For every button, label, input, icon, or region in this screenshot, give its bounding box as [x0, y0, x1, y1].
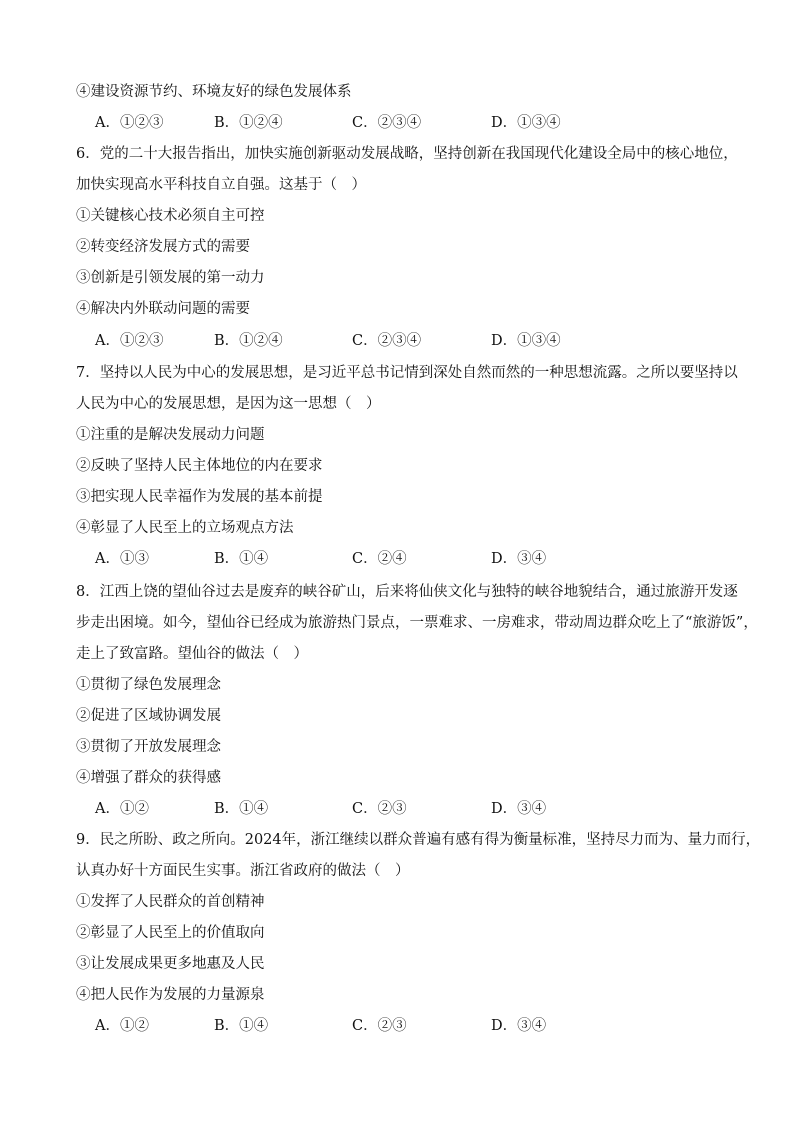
option-b: B．①④ [214, 1018, 269, 1034]
statement-line: ①贯彻了绿色发展理念 [76, 677, 221, 693]
question-stem-line: 加快实现高水平科技自立自强。这基于（ ） [76, 177, 366, 193]
statement-line: ①注重的是解决发展动力问题 [76, 427, 265, 443]
statement-line: ④彰显了人民至上的立场观点方法 [76, 520, 294, 536]
option-c: C．②③④ [352, 115, 422, 131]
question-stem-line: 7．坚持以人民为中心的发展思想，是习近平总书记情到深处自然而然的一种思想流露。之所以要坚持以 [76, 365, 738, 381]
option-d: D．③④ [491, 551, 547, 567]
statement-line: ④建设资源节约、环境友好的绿色发展体系 [76, 84, 352, 100]
option-a: A．①③ [95, 551, 149, 567]
statement-line: ③把实现人民幸福作为发展的基本前提 [76, 489, 323, 505]
option-b: B．①④ [214, 551, 269, 567]
option-d: D．①③④ [491, 333, 561, 349]
option-d: D．③④ [491, 801, 547, 817]
option-a: A．①②③ [95, 333, 164, 349]
answer-options-row [95, 549, 735, 569]
statement-line: ③让发展成果更多地惠及人民 [76, 956, 265, 972]
statement-line: ①发挥了人民群众的首创精神 [76, 894, 265, 910]
option-c: C．②③④ [352, 333, 422, 349]
option-d: D．③④ [491, 1018, 547, 1034]
question-stem-line: 8．江西上饶的望仙谷过去是废弃的峡谷矿山，后来将仙侠文化与独特的峡谷地貌结合，通过旅游开发逐 [76, 584, 738, 600]
answer-options-row [95, 1016, 735, 1036]
option-a: A．①② [95, 801, 149, 817]
option-c: C．②④ [352, 551, 407, 567]
answer-options-row [95, 331, 735, 351]
option-a: A．①② [95, 1018, 149, 1034]
question-stem-line: 走上了致富路。望仙谷的做法（ ） [76, 646, 308, 662]
option-d: D．①③④ [491, 115, 561, 131]
question-stem-line: 人民为中心的发展思想，是因为这一思想（ ） [76, 396, 381, 412]
option-b: B．①④ [214, 801, 269, 817]
statement-line: ③创新是引领发展的第一动力 [76, 270, 265, 286]
answer-options-row [95, 799, 735, 819]
statement-line: ②反映了坚持人民主体地位的内在要求 [76, 458, 323, 474]
option-a: A．①②③ [95, 115, 164, 131]
question-stem-line: 6．党的二十大报告指出，加快实施创新驱动发展战略，坚持创新在我国现代化建设全局中的核心地位， [76, 146, 738, 162]
statement-line: ④解决内外联动问题的需要 [76, 301, 250, 317]
statement-line: ③贯彻了开放发展理念 [76, 739, 221, 755]
statement-line: ②转变经济发展方式的需要 [76, 239, 250, 255]
question-stem-line: 认真办好十方面民生实事。浙江省政府的做法（ ） [76, 863, 410, 879]
option-c: C．②③ [352, 801, 407, 817]
statement-line: ④增强了群众的获得感 [76, 770, 221, 786]
question-stem-line: 步走出困境。如今，望仙谷已经成为旅游热门景点，一票难求、一房难求，带动周边群众吃上了“旅游饭”， [76, 615, 758, 631]
option-b: B．①②④ [214, 333, 283, 349]
option-b: B．①②④ [214, 115, 283, 131]
statement-line: ④把人民作为发展的力量源泉 [76, 987, 265, 1003]
statement-line: ②彰显了人民至上的价值取向 [76, 925, 265, 941]
statement-line: ①关键核心技术必须自主可控 [76, 208, 265, 224]
question-stem-line: 9．民之所盼、政之所向。2024年，浙江继续以群众普遍有感有得为衡量标准，坚持尽力而为、量力而行， [76, 832, 761, 848]
answer-options-row [95, 113, 735, 133]
statement-line: ②促进了区域协调发展 [76, 708, 221, 724]
option-c: C．②③ [352, 1018, 407, 1034]
